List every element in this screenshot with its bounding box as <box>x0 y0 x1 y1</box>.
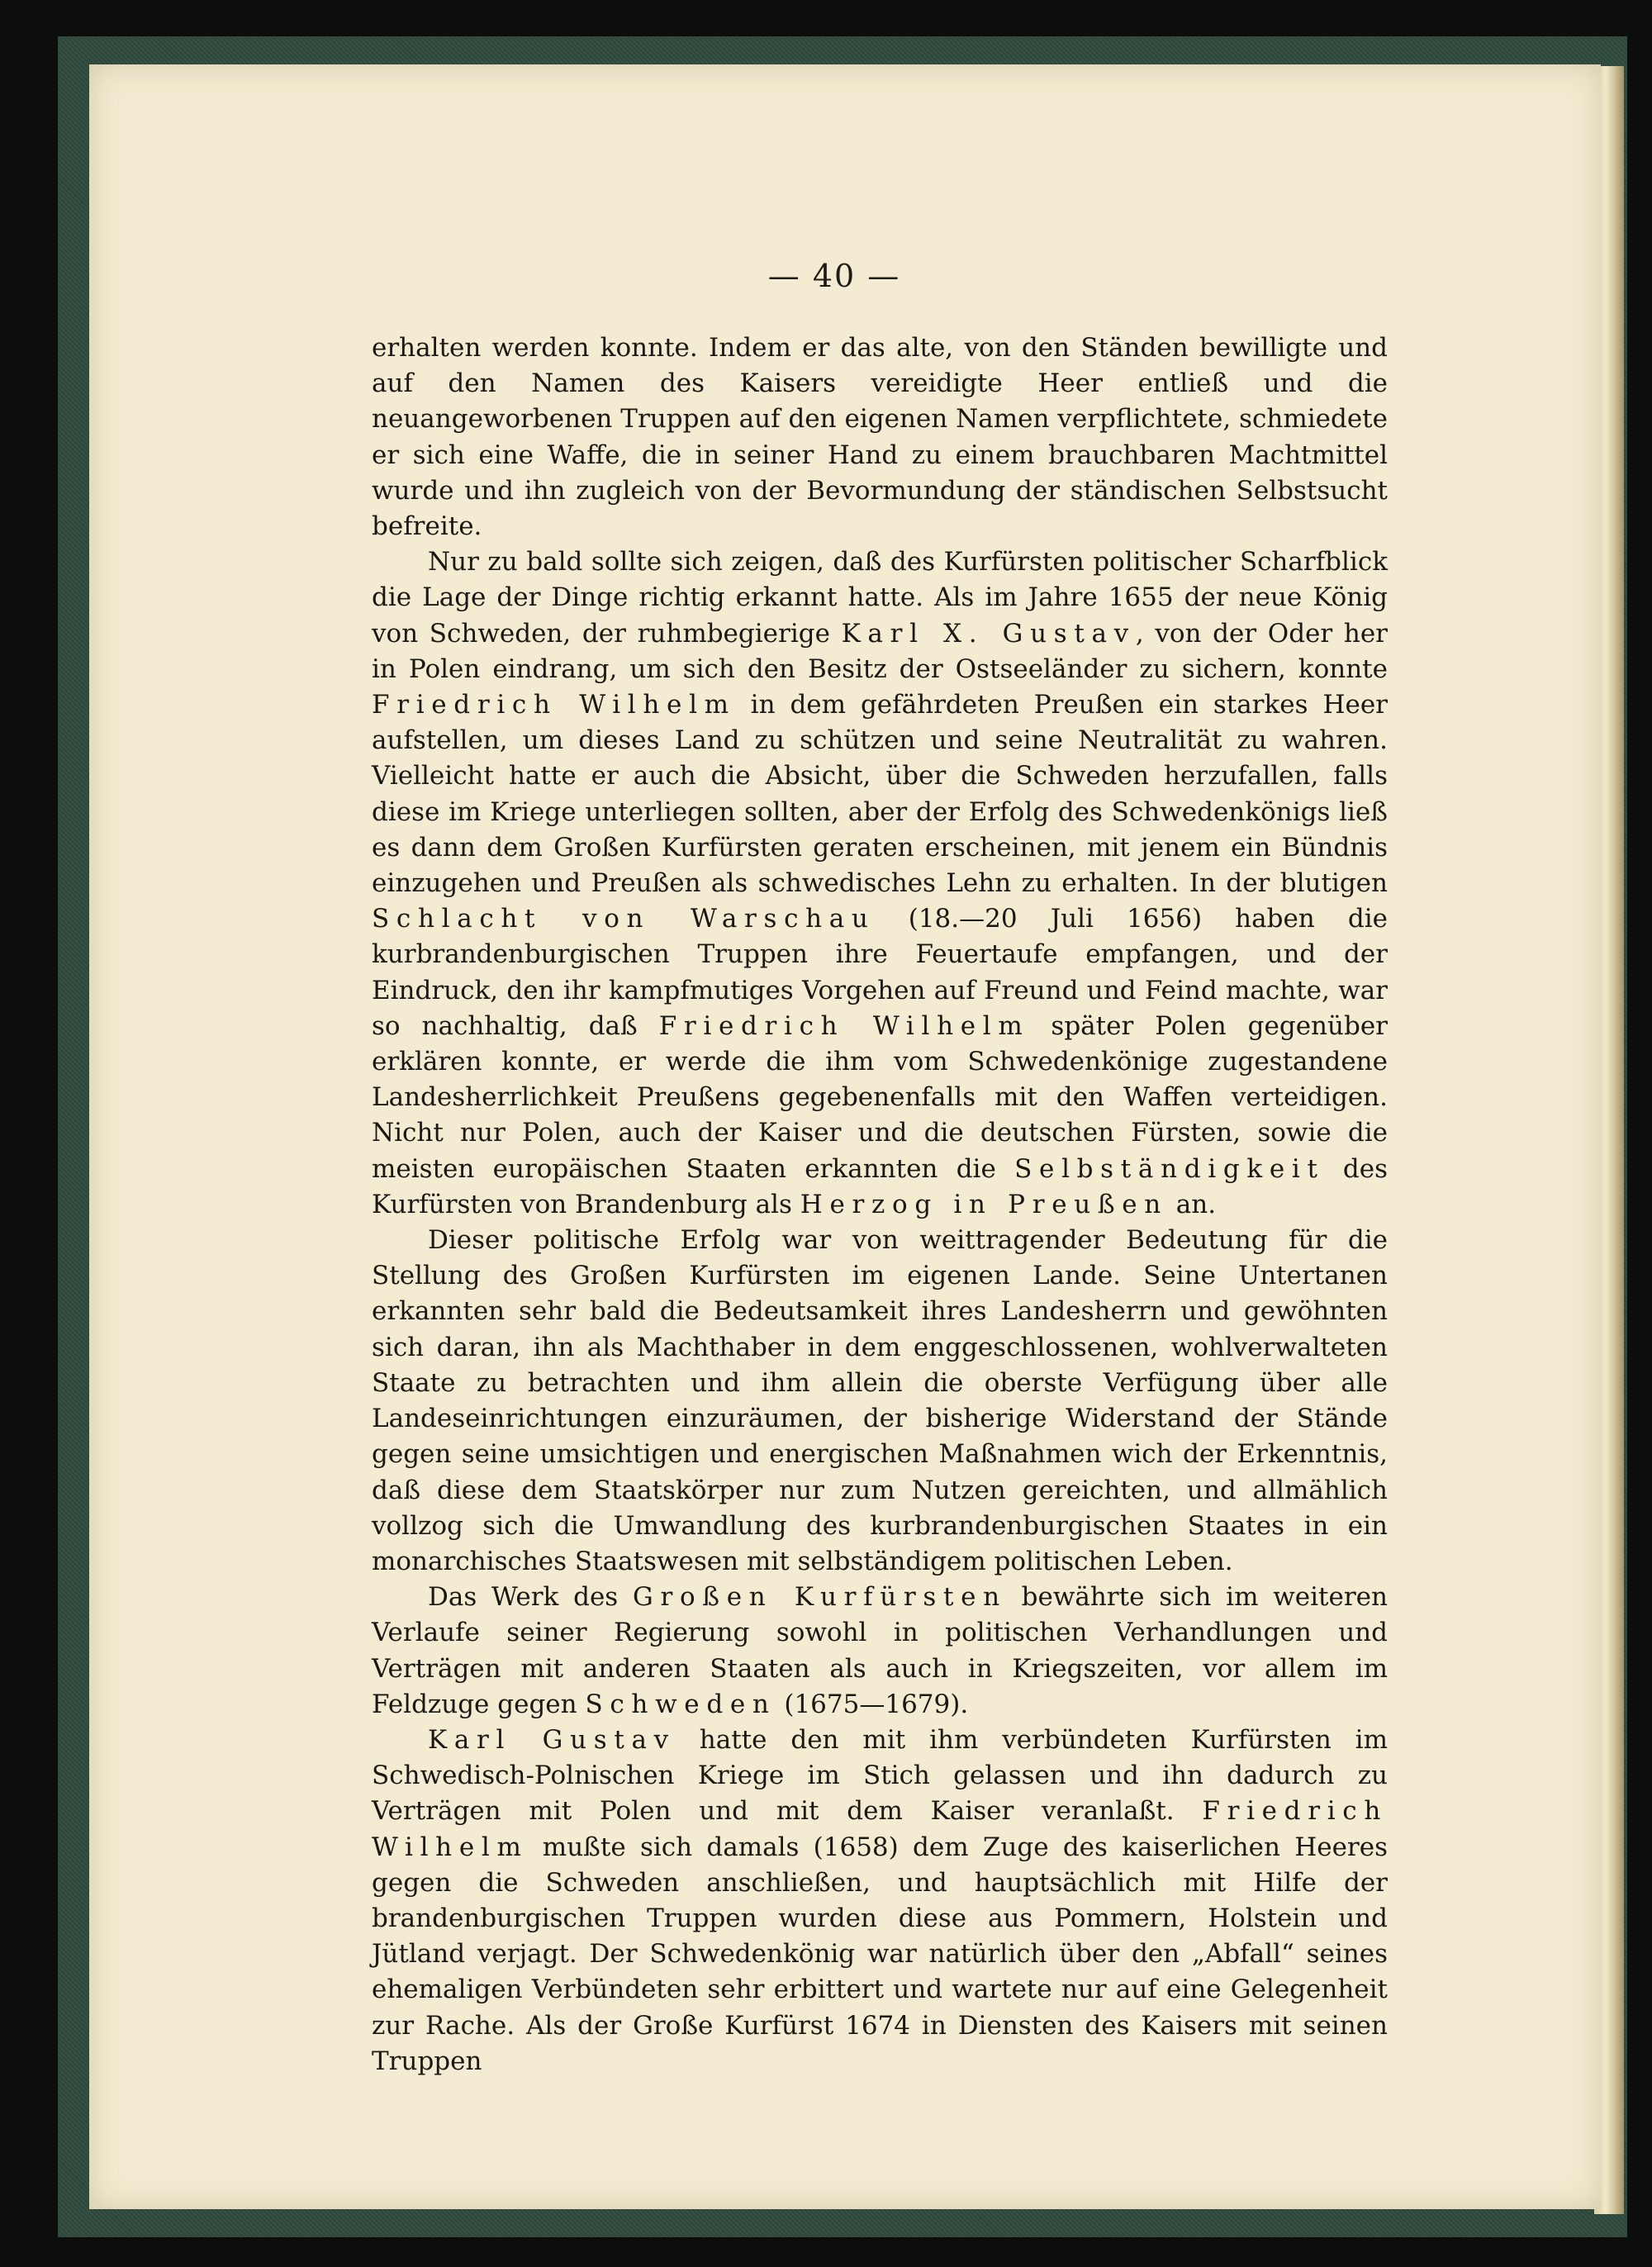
page-number: — 40 — <box>767 258 901 294</box>
text-run: (18.—20 Juli 1656) haben die kurbrandenburgischen Truppen ihre Feuertaufe empfangen, und der Eindruck, den ihr kampfmutiges Vorgehen auf Freund und Feind machte, war so nachhaltig, daß <box>372 904 1389 1041</box>
spaced-name: Friedrich Wilhelm <box>372 690 736 720</box>
spaced-name: Schweden <box>585 1689 776 1719</box>
text-run: später Polen gegenüber erklären konnte, er werde die ihm vom Schwedenkönige zugestandene Landesherrlichkeit Preußens gegebenenfalls mit den Waffen verteidigen. Nicht nur Polen, auch der Kaiser und die deutschen Fürsten, sowie die meisten europäischen Staaten erkannten die <box>372 1010 1388 1184</box>
text-run: Das Werk des <box>428 1582 634 1613</box>
text-run: des Kurfürsten von Brandenburg als <box>372 1153 1388 1219</box>
text-run: erhalten werden konnte. Indem er das alte, von den Ständen bewilligte und auf den Namen des Kaisers vereidigte Heer entließ und die neuangeworbenen Truppen auf den eigenen Namen verpflichtete, schmiedete er sich eine Waffe, die in seiner Hand zu einem brauchbaren Machtmittel wurde und ihn zugleich von der Bevormundung der ständischen Selbstsucht befreite. <box>372 333 1388 542</box>
text-run: Nur zu bald sollte sich zeigen, daß des Kurfürsten politischer Scharfblick die Lage der Dinge richtig erkannt hatte. Als im Jahre 1655 der neue König von Schweden, der ruhmbegierige <box>372 547 1388 649</box>
text-run: , von der Oder her in Polen eindrang, um sich den Besitz der Ostseeländer zu sichern, konnte <box>372 618 1388 684</box>
text-run: (1675—1679). <box>776 1689 969 1719</box>
spaced-name: Herzog in Preußen <box>800 1189 1168 1219</box>
paragraph-5 <box>372 1723 1388 2079</box>
text-run: mußte sich damals (1658) dem Zuge des kaiserlichen Heeres gegen die Schweden anschließen, und hauptsächlich mit Hilfe der brandenburgischen Truppen wurden diese aus Pommern, Holstein und Jütland verjagt. Der Schwedenkönig war natürlich über den „Abfall“ seines ehemaligen Verbündeten sehr erbittert und wartete nur auf eine Gelegenheit zur Rache. Als der Große Kurfürst 1674 in Diensten des Kaisers mit seinen Truppen <box>372 1832 1388 2076</box>
body-text <box>372 330 1388 2079</box>
paragraph-3 <box>372 1223 1388 1580</box>
spaced-name: Selbständigkeit <box>1014 1153 1325 1184</box>
paragraph-1 <box>372 330 1388 544</box>
spaced-name: Friedrich Wilhelm <box>372 1796 1388 1862</box>
spaced-name: Karl Gustav <box>428 1724 676 1755</box>
text-run: hatte den mit ihm verbündeten Kurfürsten im Schwedisch-Polnischen Kriege im Stich gelassen und ihn dadurch zu Verträgen mit Polen und mit dem Kaiser veranlaßt. <box>372 1724 1388 1827</box>
spaced-name: Großen Kurfürsten <box>633 1582 1007 1613</box>
paragraph-4 <box>372 1580 1388 1723</box>
text-run: an. <box>1167 1189 1217 1219</box>
paragraph-2 <box>372 544 1388 1223</box>
text-run: in dem gefährdeten Preußen ein starkes Heer aufstellen, um dieses Land zu schützen und seine Neutralität zu wahren. Vielleicht hatte er auch die Absicht, über die Schweden herzufallen, falls diese im Kriege unterliegen sollten, aber der Erfolg des Schwedenkönigs ließ es dann dem Großen Kurfürsten geraten erscheinen, mit jenem ein Bündnis einzugehen und Preußen als schwedisches Lehn zu erhalten. In der blutigen <box>372 690 1388 899</box>
text-run: Dieser politische Erfolg war von weittragender Bedeutung für die Stellung des Großen Kurfürsten im eigenen Lande. Seine Untertanen erkannten sehr bald die Bedeutsamkeit ihres Landesherrn und gewöhnten sich daran, ihn als Machthaber in dem enggeschlossenen, wohlverwalteten Staate zu betrachten und ihm allein die oberste Verfügung über alle Landeseinrichtungen einzuräumen, der bisherige Widerstand der Stände gegen seine umsichtigen und energischen Maßnahmen wich der Erkenntnis, daß diese dem Staatskörper nur zum Nutzen gereichten, und allmählich vollzog sich die Umwandlung des kurbrandenburgischen Staates in ein monarchisches Staatswesen mit selbständigem politischen Leben. <box>372 1225 1388 1576</box>
spaced-name: Schlacht von Warschau <box>372 904 876 934</box>
text-run: bewährte sich im weiteren Verlaufe seiner Regierung sowohl in politischen Verhandlungen und Verträgen mit anderen Staaten als auch in Kriegszeiten, vor allem im Feldzuge gegen <box>372 1582 1388 1719</box>
spaced-name: Friedrich Wilhelm <box>658 1010 1030 1041</box>
spaced-name: Karl X. Gustav <box>841 618 1136 649</box>
